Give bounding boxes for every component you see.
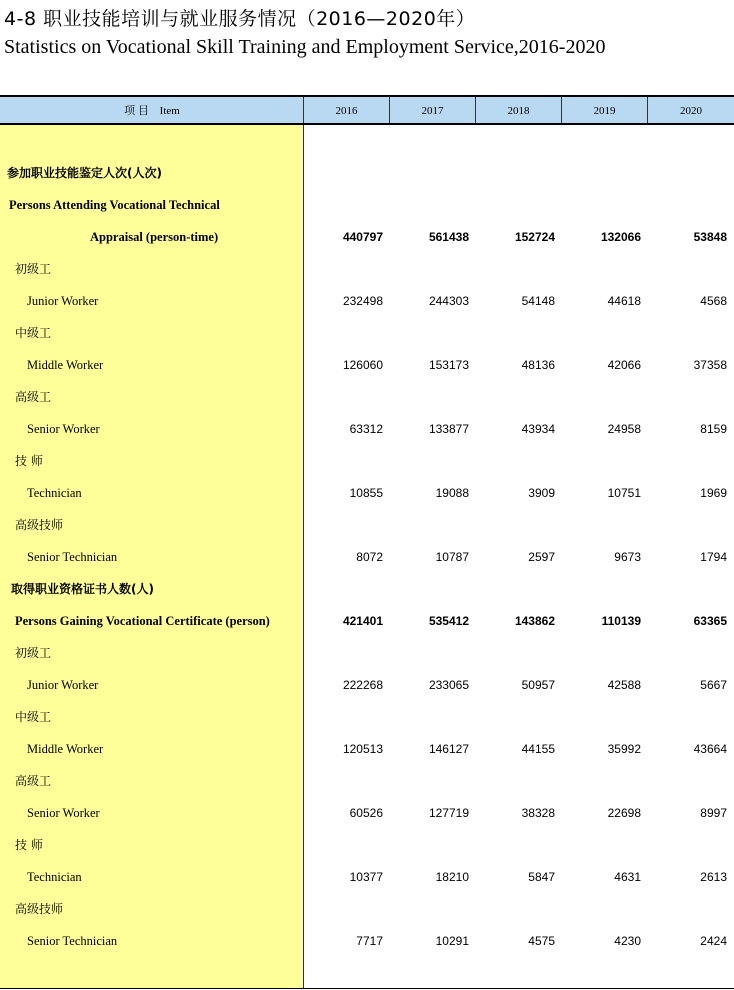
- table-row-label-cn: [0, 637, 734, 669]
- table-row: [0, 669, 734, 701]
- row-label-cn: 技 师: [15, 838, 43, 852]
- table-row-label-cn: [0, 445, 734, 477]
- row-label-en: Senior Worker: [27, 806, 100, 820]
- page-title-chinese: 4-8 职业技能培训与就业服务情况（2016—2020年）: [4, 8, 476, 30]
- table-header: [0, 95, 734, 125]
- table-cell: 24958: [607, 422, 641, 436]
- row-label-cn: 高级工: [15, 390, 52, 404]
- table-cell: 9673: [614, 550, 641, 564]
- section-title-cn: 取得职业资格证书人数(人): [11, 582, 154, 596]
- table-row-label-cn: [0, 509, 734, 541]
- table-row-label-cn: [0, 893, 734, 925]
- table-cell: 43664: [693, 742, 727, 756]
- table-row-label-cn: [0, 765, 734, 797]
- section-title-row: [0, 189, 734, 221]
- table-row: [0, 797, 734, 829]
- table-cell: 2424: [700, 934, 727, 948]
- table-cell: 244303: [428, 294, 469, 308]
- row-label-en: Senior Technician: [27, 934, 118, 948]
- table-cell: 120513: [342, 742, 383, 756]
- table-cell: 152724: [514, 230, 555, 244]
- table-cell: 535412: [428, 614, 469, 628]
- section-title-en: Appraisal (person-time): [90, 230, 219, 244]
- table-cell: 561438: [428, 230, 469, 244]
- header-year-2020: 2020: [647, 97, 734, 123]
- table-cell: 63365: [693, 614, 727, 628]
- table-cell: 44618: [607, 294, 641, 308]
- table-cell: 44155: [521, 742, 555, 756]
- table-cell: 10855: [349, 486, 383, 500]
- table-cell: 2613: [700, 870, 727, 884]
- table-cell: 48136: [521, 358, 555, 372]
- table-cell: 60526: [349, 806, 383, 820]
- section-title-cn: 参加职业技能鉴定人次(人次): [7, 166, 162, 180]
- statistics-table: [0, 95, 734, 990]
- table-cell: 10787: [435, 550, 469, 564]
- row-label-cn: 初级工: [15, 646, 52, 660]
- header-year-2016: 2016: [303, 97, 389, 123]
- table-row: [0, 349, 734, 381]
- table-cell: 42066: [607, 358, 641, 372]
- header-item-cn: 项 目: [124, 105, 149, 117]
- table-cell: 5667: [700, 678, 727, 692]
- table-cell: 421401: [342, 614, 383, 628]
- row-label-en: Junior Worker: [27, 294, 99, 308]
- table-cell: 54148: [521, 294, 555, 308]
- table-cell: 4575: [528, 934, 555, 948]
- table-cell: 10377: [349, 870, 383, 884]
- row-label-en: Middle Worker: [27, 742, 104, 756]
- table-row-total: [0, 605, 734, 637]
- row-label-en: Technician: [27, 486, 82, 500]
- table-cell: 232498: [342, 294, 383, 308]
- table-cell: 126060: [342, 358, 383, 372]
- section-title-row: [0, 573, 734, 605]
- table-cell: 4631: [614, 870, 641, 884]
- table-row: [0, 413, 734, 445]
- table-cell: 8159: [700, 422, 727, 436]
- row-label-cn: 初级工: [15, 262, 52, 276]
- table-row: [0, 477, 734, 509]
- table-cell: 3909: [528, 486, 555, 500]
- table-cell: 50957: [521, 678, 555, 692]
- table-cell: 8997: [700, 806, 727, 820]
- table-cell: 37358: [693, 358, 727, 372]
- table-cell: 42588: [607, 678, 641, 692]
- table-cell: 7717: [356, 934, 383, 948]
- table-cell: 153173: [428, 358, 469, 372]
- table-row-label-cn: [0, 829, 734, 861]
- table-cell: 63312: [349, 422, 383, 436]
- table-cell: 440797: [342, 230, 383, 244]
- table-cell: 22698: [607, 806, 641, 820]
- table-cell: 127719: [428, 806, 469, 820]
- row-label-cn: 中级工: [15, 326, 52, 340]
- section-title-row: [0, 157, 734, 189]
- table-row: [0, 733, 734, 765]
- table-row-label-cn: [0, 381, 734, 413]
- table-cell: 110139: [601, 614, 641, 628]
- table-cell: 132066: [600, 230, 641, 244]
- table-cell: 38328: [521, 806, 555, 820]
- table-row-total: [0, 221, 734, 253]
- table-cell: 10291: [435, 934, 469, 948]
- header-year-2018: 2018: [475, 97, 561, 123]
- table-cell: 5847: [528, 870, 555, 884]
- section-title-en: Persons Gaining Vocational Certificate (person): [15, 614, 270, 628]
- table-cell: 222268: [342, 678, 383, 692]
- table-cell: 143862: [514, 614, 555, 628]
- header-year-2019: 2019: [561, 97, 647, 123]
- table-row: [0, 541, 734, 573]
- table-cell: 133877: [428, 422, 469, 436]
- table-cell: 43934: [521, 422, 555, 436]
- row-label-en: Senior Worker: [27, 422, 100, 436]
- section-title-en: Persons Attending Vocational Technical: [9, 198, 220, 212]
- table-row: [0, 285, 734, 317]
- table-cell: 146127: [428, 742, 469, 756]
- table-bottom-rule: [0, 988, 734, 989]
- row-label-en: Technician: [27, 870, 82, 884]
- table-cell: 4568: [700, 294, 727, 308]
- row-label-cn: 中级工: [15, 710, 52, 724]
- header-item: [0, 97, 304, 123]
- table-cell: 19088: [435, 486, 469, 500]
- table-cell: 1969: [700, 486, 727, 500]
- table-cell: 8072: [356, 550, 383, 564]
- row-label-en: Junior Worker: [27, 678, 99, 692]
- row-label-cn: 高级工: [15, 774, 52, 788]
- table-cell: 1794: [700, 550, 727, 564]
- table-cell: 35992: [607, 742, 641, 756]
- table-row-label-cn: [0, 701, 734, 733]
- header-item-en: Item: [159, 105, 180, 117]
- table-cell: 10751: [607, 486, 641, 500]
- table-cell: 4230: [614, 934, 641, 948]
- page-title-english: Statistics on Vocational Skill Training and Employment Service,2016-2020: [4, 36, 606, 58]
- table-row: [0, 925, 734, 957]
- row-label-cn: 技 师: [15, 454, 43, 468]
- table-row-label-cn: [0, 317, 734, 349]
- row-label-en: Middle Worker: [27, 358, 104, 372]
- row-label-en: Senior Technician: [27, 550, 118, 564]
- row-label-cn: 高级技师: [15, 902, 64, 916]
- table-cell: 18210: [435, 870, 469, 884]
- table-row: [0, 861, 734, 893]
- header-year-2017: 2017: [389, 97, 475, 123]
- table-cell: 53848: [693, 230, 727, 244]
- table-row-label-cn: [0, 253, 734, 285]
- table-cell: 233065: [428, 678, 469, 692]
- row-label-cn: 高级技师: [15, 518, 64, 532]
- table-cell: 2597: [528, 550, 555, 564]
